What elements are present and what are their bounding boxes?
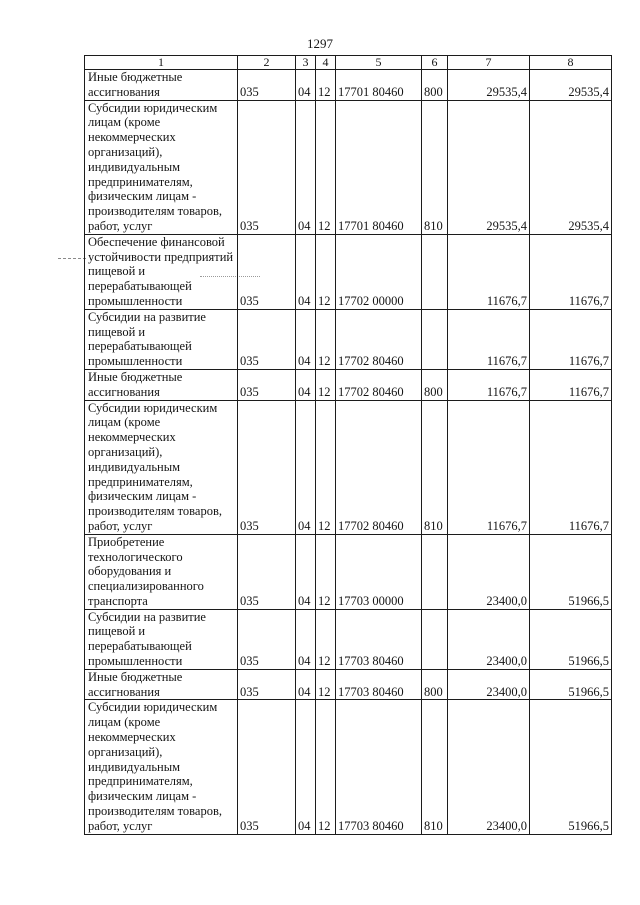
amount-col8: 29535,4 <box>530 100 612 234</box>
amount-col8: 29535,4 <box>530 70 612 101</box>
column-header: 2 <box>238 56 296 70</box>
code-gr: 035 <box>238 234 296 309</box>
amount-col7: 11676,7 <box>448 400 530 534</box>
code-csr: 17701 80460 <box>336 100 422 234</box>
code-csr: 17703 80460 <box>336 700 422 834</box>
amount-col8: 11676,7 <box>530 369 612 400</box>
code-pr: 12 <box>316 534 336 609</box>
table-row <box>85 100 612 234</box>
code-csr: 17703 00000 <box>336 534 422 609</box>
code-gr: 035 <box>238 309 296 369</box>
code-gr: 035 <box>238 609 296 669</box>
column-header: 3 <box>296 56 316 70</box>
code-vr <box>422 234 448 309</box>
code-pr: 12 <box>316 700 336 834</box>
code-csr: 17702 80460 <box>336 400 422 534</box>
code-pr: 12 <box>316 369 336 400</box>
table-row <box>85 669 612 700</box>
code-gr: 035 <box>238 400 296 534</box>
column-header: 6 <box>422 56 448 70</box>
table-row <box>85 400 612 534</box>
code-pr: 12 <box>316 669 336 700</box>
amount-col8: 11676,7 <box>530 234 612 309</box>
column-header: 5 <box>336 56 422 70</box>
table-row <box>85 309 612 369</box>
row-name: Иные бюджетные ассигнования <box>85 669 238 700</box>
amount-col7: 11676,7 <box>448 234 530 309</box>
code-vr: 810 <box>422 400 448 534</box>
amount-col8: 51966,5 <box>530 700 612 834</box>
code-rz: 04 <box>296 70 316 101</box>
column-header: 4 <box>316 56 336 70</box>
table-row <box>85 700 612 834</box>
amount-col8: 51966,5 <box>530 669 612 700</box>
table-header-row <box>85 56 612 70</box>
code-csr: 17703 80460 <box>336 609 422 669</box>
code-rz: 04 <box>296 700 316 834</box>
code-pr: 12 <box>316 100 336 234</box>
code-pr: 12 <box>316 234 336 309</box>
code-vr <box>422 609 448 669</box>
amount-col7: 23400,0 <box>448 669 530 700</box>
amount-col7: 29535,4 <box>448 100 530 234</box>
code-vr: 800 <box>422 70 448 101</box>
amount-col8: 51966,5 <box>530 609 612 669</box>
code-vr: 810 <box>422 700 448 834</box>
amount-col7: 23400,0 <box>448 700 530 834</box>
table-row <box>85 70 612 101</box>
code-vr: 810 <box>422 100 448 234</box>
code-rz: 04 <box>296 234 316 309</box>
row-name: Субсидии на развитие пищевой и перерабатывающей промышленности <box>85 309 238 369</box>
budget-table <box>84 55 612 835</box>
amount-col7: 23400,0 <box>448 534 530 609</box>
row-name: Иные бюджетные ассигнования <box>85 70 238 101</box>
page-number: 1297 <box>307 36 333 51</box>
amount-col7: 11676,7 <box>448 309 530 369</box>
column-header: 1 <box>85 56 238 70</box>
row-name: Приобретение технологического оборудования и специализированного транспорта <box>85 534 238 609</box>
code-gr: 035 <box>238 700 296 834</box>
row-name: Иные бюджетные ассигнования <box>85 369 238 400</box>
code-gr: 035 <box>238 669 296 700</box>
code-vr <box>422 534 448 609</box>
column-header: 7 <box>448 56 530 70</box>
table-row <box>85 534 612 609</box>
table-row <box>85 234 612 309</box>
code-csr: 17702 00000 <box>336 234 422 309</box>
code-rz: 04 <box>296 400 316 534</box>
code-rz: 04 <box>296 669 316 700</box>
code-gr: 035 <box>238 100 296 234</box>
amount-col7: 23400,0 <box>448 609 530 669</box>
code-csr: 17702 80460 <box>336 309 422 369</box>
table-row <box>85 369 612 400</box>
code-gr: 035 <box>238 369 296 400</box>
code-rz: 04 <box>296 309 316 369</box>
code-vr: 800 <box>422 369 448 400</box>
code-gr: 035 <box>238 534 296 609</box>
row-name: Субсидии юридическим лицам (кроме некоммерческих организаций), индивидуальным предпринимателям, физическим лицам - производителям товаров, работ, услуг <box>85 400 238 534</box>
amount-col8: 51966,5 <box>530 534 612 609</box>
code-vr <box>422 309 448 369</box>
amount-col8: 11676,7 <box>530 400 612 534</box>
code-rz: 04 <box>296 369 316 400</box>
code-gr: 035 <box>238 70 296 101</box>
code-csr: 17701 80460 <box>336 70 422 101</box>
code-rz: 04 <box>296 100 316 234</box>
code-vr: 800 <box>422 669 448 700</box>
scan-artifact-mark <box>58 258 86 259</box>
row-name: Обеспечение финансовой устойчивости предприятий пищевой и перерабатывающей промышленности <box>85 234 238 309</box>
table-row <box>85 609 612 669</box>
code-rz: 04 <box>296 609 316 669</box>
code-pr: 12 <box>316 609 336 669</box>
code-csr: 17702 80460 <box>336 369 422 400</box>
row-name: Субсидии юридическим лицам (кроме некоммерческих организаций), индивидуальным предпринимателям, физическим лицам - производителям товаров, работ, услуг <box>85 100 238 234</box>
code-pr: 12 <box>316 70 336 101</box>
amount-col7: 11676,7 <box>448 369 530 400</box>
code-rz: 04 <box>296 534 316 609</box>
row-name: Субсидии юридическим лицам (кроме некоммерческих организаций), индивидуальным предпринимателям, физическим лицам - производителям товаров, работ, услуг <box>85 700 238 834</box>
amount-col7: 29535,4 <box>448 70 530 101</box>
amount-col8: 11676,7 <box>530 309 612 369</box>
code-pr: 12 <box>316 400 336 534</box>
code-pr: 12 <box>316 309 336 369</box>
row-name: Субсидии на развитие пищевой и перерабатывающей промышленности <box>85 609 238 669</box>
code-csr: 17703 80460 <box>336 669 422 700</box>
column-header: 8 <box>530 56 612 70</box>
